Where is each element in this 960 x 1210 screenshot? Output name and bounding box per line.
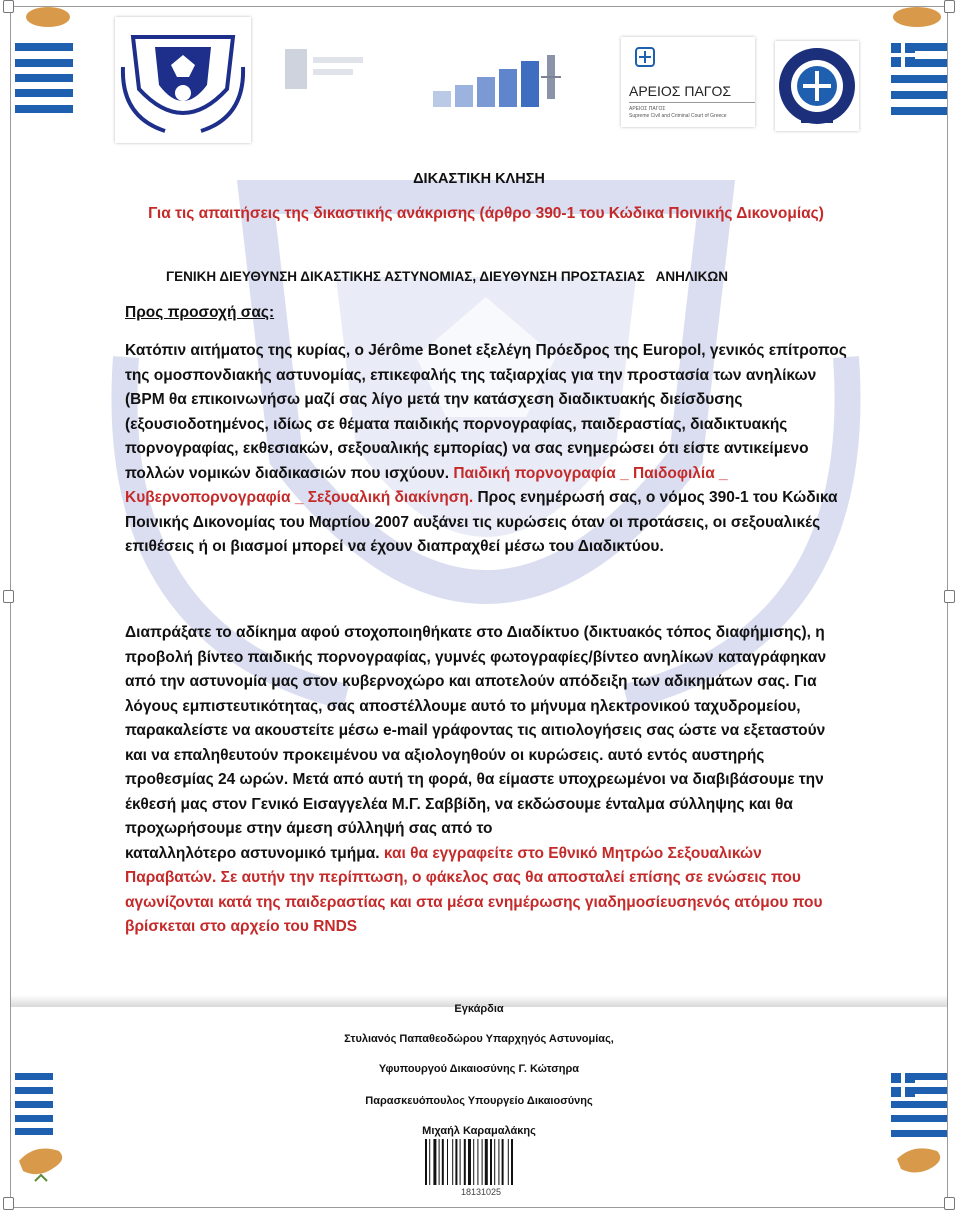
charges-list-highlight: Παιδική πορνογραφία _ Παιδοφιλία _ Κυβερνοπορνογραφία _ Σεξουαλική διακίνηση. xyxy=(125,464,728,506)
resize-handle-bottom-right[interactable] xyxy=(944,1197,955,1210)
areios-pagos-subtitle-gr: ΑΡΕΙΟΣ ΠΑΓΟΣ xyxy=(629,106,666,112)
barcode-bar xyxy=(464,1139,466,1185)
signature-line-1: Στυλιανός Παπαθεοδώρου Υπαρχηγός Αστυνομίας, xyxy=(344,1033,614,1045)
cyprus-flag-bottom-left xyxy=(15,1135,71,1191)
document-title: ΔΙΚΑΣΤΙΚΗ ΚΛΗΣΗ xyxy=(413,171,545,187)
cyprus-flag-left xyxy=(23,7,73,37)
barcode-bar xyxy=(473,1139,474,1185)
paragraph-offense xyxy=(125,621,847,940)
resize-handle-top-right[interactable] xyxy=(944,0,955,13)
cyprus-flag-right xyxy=(887,7,947,35)
registry-warning-highlight: και θα εγγραφείτε στο Εθνικό Μητρώο Σεξουαλικών Παραβατών. Σε αυτήν την περίπτωση, ο φάκελος σας θα αποσταλεί επίσης σε ενώσεις που αγωνίζονται κατά της παιδεραστίας και στα μέσα ενημέρωσης γιαδημοσίευσηενός ατόμου που βρίσκεται στο αρχείο του RNDS xyxy=(125,844,823,935)
areios-pagos-title: ΑΡΕΙΟΣ ΠΑΓΟΣ xyxy=(629,83,732,99)
greek-crest-icon xyxy=(635,47,655,67)
signature-line-4: Μιχαήλ Καραμαλάκης xyxy=(422,1125,536,1137)
paragraph-offense-text: Διαπράξατε το αδίκημα αφού στοχοποιηθήκατε στο Διαδίκτυο (δικτυακός τόπος διαφήμισης), η προβολή βίντεο παιδικής πορνογραφίας, γυμνές φωτογραφίες/βίντεο ανηλίκων καταγράφηκαν από την αστυνομία μας στον κυβερνοχώρο και αποτελούν απόδειξη των αδικημάτων σας. Για λόγους εμπιστευτικότητας, σας αποστέλλουμε αυτό το μήνυμα ηλεκτρονικού ταχυδρομείου, παρακαλείστε να ακουστείτε μέσω e-mail γράφοντας τις αιτιολογήσεις σας ώστε να εξεταστούν και να επαληθευτούν προκειμένου να αξιολογηθούν οι κυρώσεις. αυτό εντός αυστηρής προθεσμίας 24 ωρών. Μετά από αυτή τη φορά, θα είμαστε υποχρεωμένοι να διαβιβάσουμε την έκθεσή μας στον Γενικό Εισαγγελέα Μ.Γ. Σαββίδη, να εκδώσουμε ένταλμα σύλληψης και θα προχωρήσουμε στην άμεση σύλληψή σας από το xyxy=(125,624,827,837)
paragraph-charges-law: Προς ενημέρωσή σας, ο νόμος 390-1 του Κώδικα Ποινικής Δικονομίας του Μαρτίου 2007 αυξάνει τις κυρώσεις όταν οι προτάσεις, οι σεξουαλικές επιθέσεις ή οι βιασμοί μπορεί να έχουν διαπραχθεί μέσω του Διαδικτύου. xyxy=(125,489,838,555)
barcode-bar xyxy=(455,1139,457,1185)
document-page xyxy=(10,6,948,1208)
barcode-bar xyxy=(460,1139,461,1185)
resize-handle-left[interactable] xyxy=(3,590,14,603)
barcode-bar xyxy=(433,1139,436,1185)
cyprus-police-emblem-icon xyxy=(115,17,251,143)
barcode-bar xyxy=(498,1139,499,1185)
hellenic-police-emblem-icon xyxy=(775,41,859,131)
ministry-logo-faded xyxy=(281,43,371,103)
barcode-bar xyxy=(511,1139,513,1185)
signature-line-2: Υφυπουργού Δικαιοσύνης Γ. Κώτσηρα xyxy=(378,1063,580,1075)
resize-handle-top-left[interactable] xyxy=(3,0,14,13)
barcode-bar xyxy=(490,1139,492,1185)
barcode-bar xyxy=(494,1139,495,1185)
barcode-bar xyxy=(508,1139,509,1185)
paragraph-charges-text: Κατόπιν αιτήματος της κυρίας, ο Jérôme Bonet εξελέγη Πρόεδρος της Europol, γενικός επίτροπος της ομοσπονδιακής αστυνομίας, επικεφαλής της ταξιαρχίας για την προστασία των ανηλίκων (BPM θα επικοινωνήσω μαζί σας λίγο μετά την κατάσχεση διαδικτυακής διείσδυσης (εξουσιοδοτημένος, ιδίως σε θέματα παιδικής πορνογραφίας, παιδεραστίας, διαδικτυακής πορνογραφίας, εκθεσιακών, σεξουαλικής εμπορίας) να σας ενημερώσει ότι είστε αντικείμενο πολλών νομικών διαδικασιών που ισχύουν. xyxy=(125,342,847,482)
barcode xyxy=(423,1139,539,1191)
paragraph-charges xyxy=(125,339,847,560)
document-subtitle: Για τις απαιτήσεις της δικαστικής ανάκρισης (άρθρο 390-1 του Κώδικα Ποινικής Δικονομίας) xyxy=(148,205,824,222)
header-logo-band xyxy=(11,7,947,157)
cyprus-flag-bottom-right xyxy=(891,1137,947,1187)
greek-flag-right xyxy=(891,43,947,115)
issuing-authority: ΓΕΝΙΚΗ ΔΙΕΥΘΥΝΣΗ ΔΙΚΑΣΤΙΚΗΣ ΑΣΤΥΝΟΜΙΑΣ, ΔΙΕΥΘΥΝΣΗ ΠΡΟΣΤΑΣΙΑΣ ΑΝΗΛΙΚΩΝ xyxy=(166,269,728,284)
barcode-bar xyxy=(429,1139,430,1185)
barcode-bar xyxy=(425,1139,427,1185)
areios-pagos-subtitle-en: Supreme Civil and Criminal Court of Greece xyxy=(629,113,727,119)
barcode-bar xyxy=(482,1139,483,1185)
salutation: Προς προσοχή σας: xyxy=(125,304,275,321)
areios-pagos-logo xyxy=(621,37,755,127)
barcode-bar xyxy=(439,1139,440,1185)
barcode-bar xyxy=(502,1139,504,1185)
greek-flag-left xyxy=(15,43,73,113)
hellenic-police-logo xyxy=(775,41,859,131)
barcode-number: 18131025 xyxy=(460,1187,502,1197)
signature-line-3: Παρασκευόπουλος Υπουργείο Δικαιοσύνης xyxy=(365,1095,593,1107)
barcode-bar xyxy=(477,1139,478,1185)
resize-handle-right[interactable] xyxy=(944,590,955,603)
paragraph-offense-station: καταλληλότερο αστυνομικό τμήμα. xyxy=(125,844,384,862)
resize-handle-bottom-left[interactable] xyxy=(3,1197,14,1210)
barcode-bar xyxy=(442,1139,444,1185)
closing-greeting: Εγκάρδια xyxy=(454,1003,504,1015)
cyprus-police-logo xyxy=(115,17,251,143)
justice-bars-logo xyxy=(431,47,561,109)
barcode-bar xyxy=(468,1139,471,1185)
barcode-bar xyxy=(452,1139,453,1185)
barcode-bar xyxy=(447,1139,448,1185)
barcode-bar xyxy=(485,1139,488,1185)
